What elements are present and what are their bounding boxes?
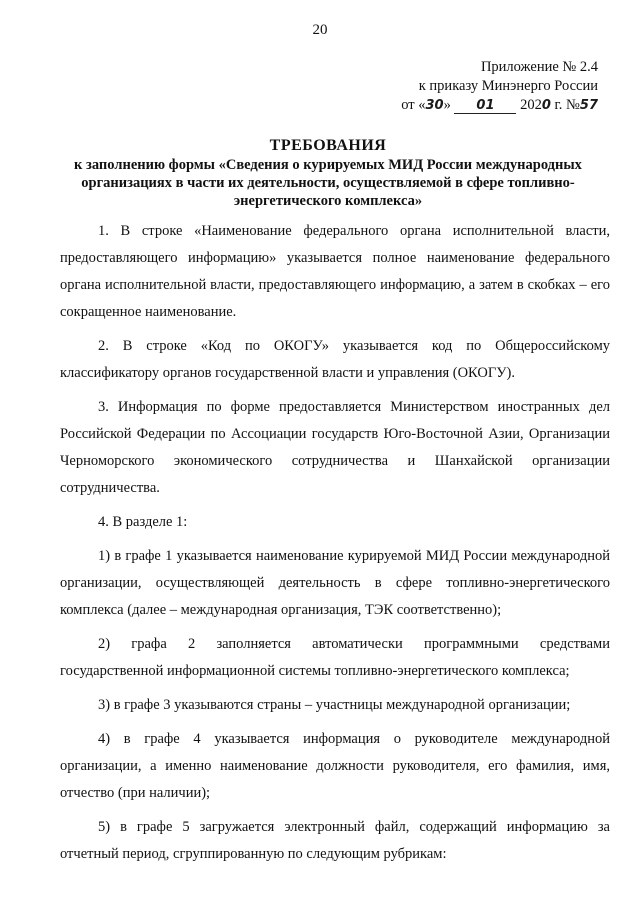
paragraph: 3. Информация по форме предоставляется Министерством иностранных дел Российской Федерации по Ассоциации государств Юго-Восточной Азии, Организации Черноморского экономического сотрудничества и Шанхайской организации сотрудничества.	[60, 399, 610, 496]
date-year-prefix: 202	[520, 97, 542, 113]
page-number: 20	[312, 22, 328, 38]
title-subtitle: к заполнению формы «Сведения о курируемых МИД России международных организациях в части их деятельности, осуществляемой в сфере топливно-энергетического комплекса»	[74, 157, 582, 209]
date-year-suffix: г. №	[550, 97, 580, 113]
document-title	[48, 136, 608, 210]
appendix-number: Приложение № 2.4	[480, 59, 598, 75]
appendix-order-ref: к приказу Минэнерго России	[418, 78, 598, 94]
date-year-digit: 0	[541, 98, 551, 113]
appendix-order-date	[378, 96, 598, 115]
date-month: 01	[454, 99, 516, 114]
date-day: 30	[425, 98, 444, 113]
date-prefix: от «	[401, 97, 426, 113]
document-body	[60, 218, 610, 875]
paragraph: 4) в графе 4 указывается информация о руководителе международной организации, а именно наименование должности руководителя, его фамилия, имя, отчество (при наличии);	[60, 731, 610, 801]
paragraph: 5) в графе 5 загружается электронный файл, содержащий информацию за отчетный период, сгруппированную по следующим рубрикам:	[60, 819, 610, 862]
paragraph: 2) графа 2 заполняется автоматически программными средствами государственной информационной системы топливно-энергетического комплекса;	[60, 636, 610, 679]
order-number: 57	[579, 98, 598, 113]
title-main: ТРЕБОВАНИЯ	[269, 137, 387, 154]
paragraph: 1) в графе 1 указывается наименование курируемой МИД России международной организации, осуществляющей деятельность в сфере топливно-энергетического комплекса (далее – международная организация, ТЭК соответственно);	[60, 548, 610, 618]
paragraph: 4. В разделе 1:	[98, 514, 188, 530]
paragraph: 2. В строке «Код по ОКОГУ» указывается код по Общероссийскому классификатору органов государственной власти и управления (ОКОГУ).	[60, 338, 610, 381]
date-mid: »	[443, 97, 451, 113]
appendix-header	[378, 58, 598, 115]
paragraph: 3) в графе 3 указываются страны – участницы международной организации;	[98, 697, 571, 713]
paragraph: 1. В строке «Наименование федерального органа исполнительной власти, предоставляющего информацию» указывается полное наименование федерального органа исполнительной власти, предоставляющего информацию, а затем в скобках – его сокращенное наименование.	[60, 223, 610, 320]
